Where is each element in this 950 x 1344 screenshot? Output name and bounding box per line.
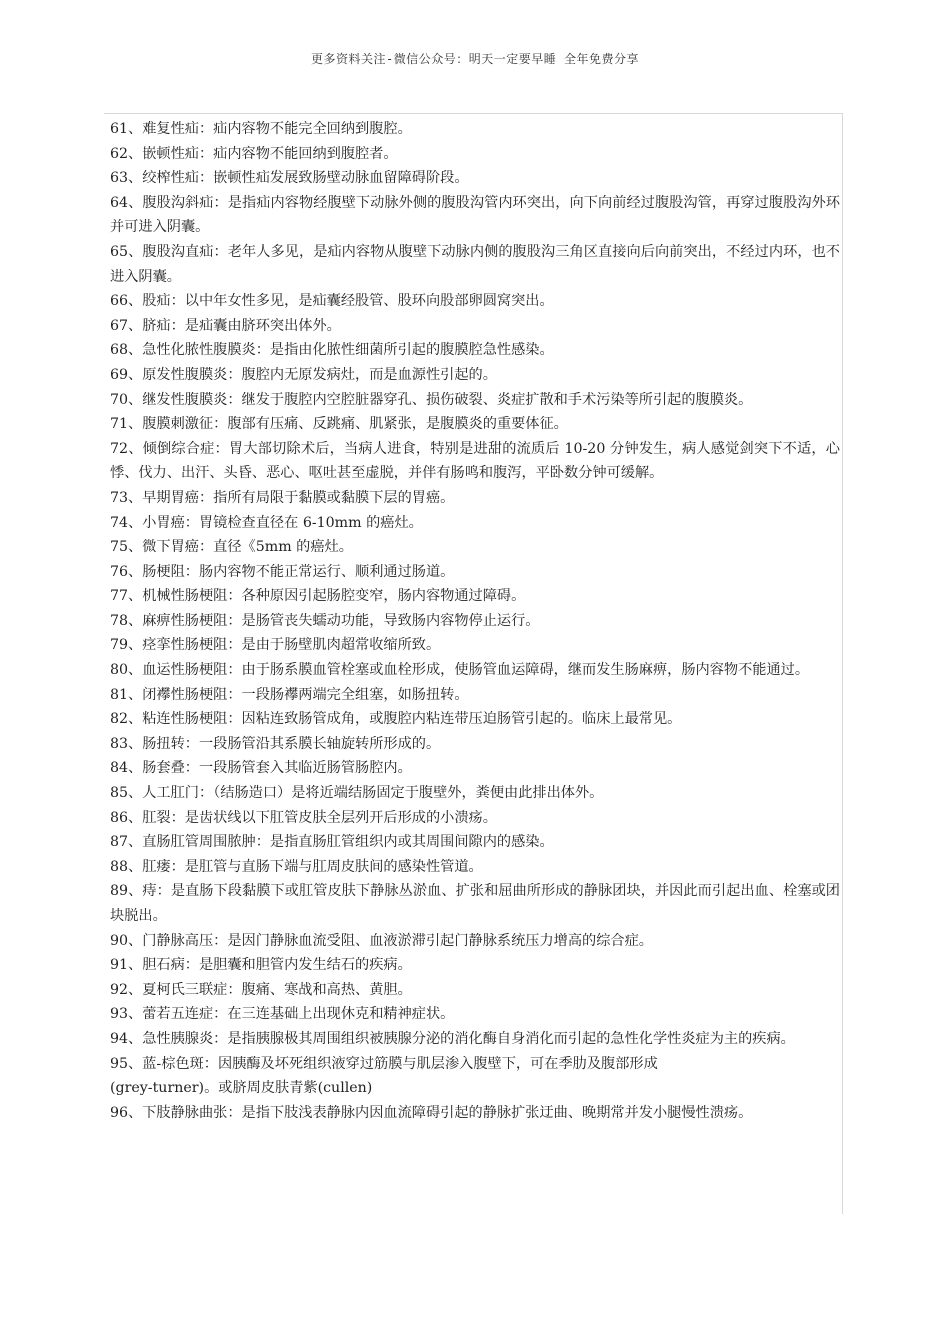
definition-entry: 75、微下胃癌：直径《5mm 的癌灶。 (110, 539, 353, 556)
definition-entry: 66、股疝：以中年女性多见，是疝囊经股管、股环向股部卵圆窝突出。 (110, 293, 554, 310)
definition-entry: 82、粘连性肠梗阻：因粘连致肠管成角，或腹腔内粘连带压迫肠管引起的。临床上最常见。 (110, 711, 682, 728)
document-body (110, 117, 840, 1125)
page-header: 更多资料关注-微信公众号：明天一定要早睡 全年免费分享 (311, 52, 639, 66)
definition-entry: 77、机械性肠梗阻：各种原因引起肠腔变窄，肠内容物通过障碍。 (110, 588, 526, 605)
definition-entry: 78、麻痹性肠梗阻：是肠管丧失蠕动功能，导致肠内容物停止运行。 (110, 612, 540, 629)
definition-entry: 87、直肠肛管周围脓肿：是指直肠肛管组织内或其周围间隙内的感染。 (110, 834, 554, 851)
definition-entry: 79、痉挛性肠梗阻：是由于肠壁肌肉超常收缩所致。 (110, 637, 441, 654)
definition-entry: 95、蓝-棕色斑：因胰酶及坏死组织液穿过筋膜与肌层渗入腹壁下，可在季肋及腹部形成 (grey-turner)。或脐周皮肤青紫(cullen) (110, 1055, 658, 1097)
definition-entry: 83、肠扭转：一段肠管沿其系膜长轴旋转所形成的。 (110, 735, 441, 752)
definition-entry: 94、急性胰腺炎：是指胰腺极其周围组织被胰腺分泌的消化酶自身消化而引起的急性化学性炎症为主的疾病。 (110, 1030, 795, 1047)
definition-entry: 73、早期胃癌：指所有局限于黏膜或黏膜下层的胃癌。 (110, 489, 455, 506)
definition-entry: 74、小胃癌：胃镜检查直径在 6-10mm 的癌灶。 (110, 514, 423, 531)
definition-entry: 84、肠套叠：一段肠管套入其临近肠管肠腔内。 (110, 760, 412, 777)
definition-entry: 85、人工肛门：（结肠造口）是将近端结肠固定于腹壁外，粪便由此排出体外。 (110, 785, 604, 802)
definition-entry: 91、胆石病：是胆囊和胆管内发生结石的疾病。 (110, 957, 412, 974)
definition-entry: 88、肛瘘：是肛管与直肠下端与肛周皮肤间的感染性管道。 (110, 858, 483, 875)
definition-entry: 92、夏柯氏三联症：腹痛、寒战和高热、黄胆。 (110, 981, 412, 998)
definition-entry: 62、嵌顿性疝：疝内容物不能回纳到腹腔者。 (110, 145, 398, 162)
definition-entry: 93、蕾若五连症：在三连基础上出现休克和精神症状。 (110, 1006, 455, 1023)
definition-entry: 72、倾倒综合症：胃大部切除术后，当病人进食，特别是进甜的流质后 10-20 分钟发生，病人感觉剑突下不适，心悸、伐力、出汗、头昏、恶心、呕吐甚至虚脱，并伴有肠鸣和腹泻，平卧数分钟可缓解。 (110, 440, 840, 482)
definition-entry: 63、绞榨性疝：嵌顿性疝发展致肠壁动脉血留障碍阶段。 (110, 170, 469, 187)
definition-entry: 71、腹膜刺激征：腹部有压痛、反跳痛、肌紧张，是腹膜炎的重要体征。 (110, 416, 568, 433)
definition-entry: 90、门静脉高压：是因门静脉血流受阻、血液淤滞引起门静脉系统压力增高的综合症。 (110, 932, 653, 949)
definition-entry: 65、腹股沟直疝：老年人多见，是疝内容物从腹壁下动脉内侧的腹股沟三角区直接向后向前突出，不经过内环，也不进入阴囊。 (110, 243, 840, 285)
definition-entry: 81、闭襻性肠梗阻：一段肠襻两端完全组塞，如肠扭转。 (110, 686, 469, 703)
definition-entry: 69、原发性腹膜炎：腹腔内无原发病灶，而是血源性引起的。 (110, 366, 497, 383)
definition-entry: 89、痔：是直肠下段黏膜下或肛管皮肤下静脉丛淤血、扩张和屈曲所形成的静脉团块，并因此而引起出血、栓塞或团块脱出。 (110, 883, 840, 924)
definition-entry: 96、下肢静脉曲张：是指下肢浅表静脉内因血流障碍引起的静脉扩张迂曲、晚期常并发小腿慢性溃疡。 (110, 1104, 753, 1121)
definition-entry: 76、肠梗阻：肠内容物不能正常运行、顺利通过肠道。 (110, 563, 455, 580)
definition-entry: 86、肛裂：是齿状线以下肛管皮肤全层列开后形成的小溃疡。 (110, 809, 497, 826)
definition-entry: 68、急性化脓性腹膜炎：是指由化脓性细菌所引起的腹膜腔急性感染。 (110, 342, 554, 359)
definition-entry: 64、腹股沟斜疝：是指疝内容物经腹壁下动脉外侧的腹股沟管内环突出，向下向前经过腹股沟管，再穿过腹股沟外环并可进入阴囊。 (110, 194, 840, 236)
definition-entry: 80、血运性肠梗阻：由于肠系膜血管栓塞或血栓形成，使肠管血运障碍，继而发生肠麻痹，肠内容物不能通过。 (110, 662, 810, 679)
definition-entry: 67、脐疝：是疝囊由脐环突出体外。 (110, 317, 341, 334)
definition-entry: 70、继发性腹膜炎：继发于腹腔内空腔脏器穿孔、损伤破裂、炎症扩散和手术污染等所引起的腹膜炎。 (110, 391, 753, 408)
definition-entry: 61、难复性疝：疝内容物不能完全回纳到腹腔。 (110, 121, 412, 137)
